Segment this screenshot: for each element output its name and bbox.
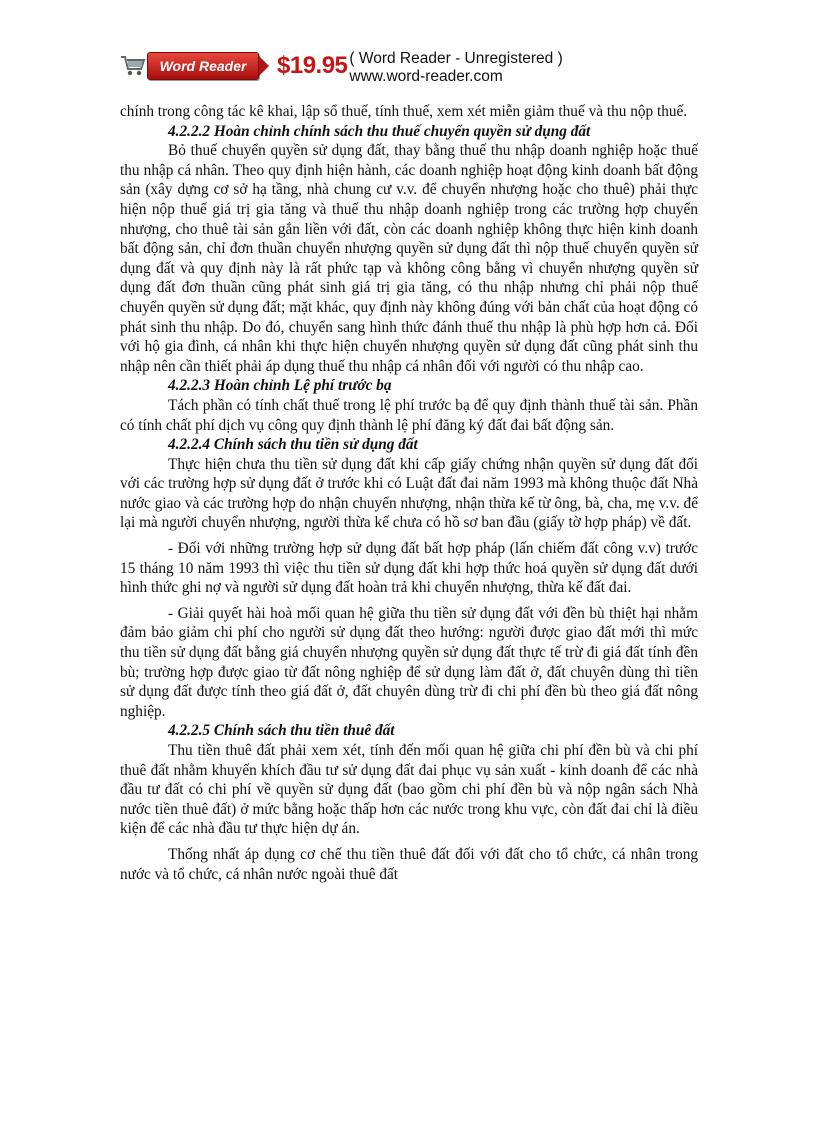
word-reader-banner (120, 50, 563, 90)
word-reader-logo[interactable]: Word Reader (147, 52, 259, 80)
paragraph-land-rent: Thu tiền thuê đất phải xem xét, tính đến mối quan hệ giữa chi phí đền bù và chi phí thuê đất nhằm khuyến khích đầu tư sử dụng đất đai phục vụ sản xuất - kinh doanh để các nhà đầu tư đất có chi phí về quyền sử dụng đất (bao gồm chi phí đền bù và nộp ngân sách Nhà nước tiền thuê đất) ở mức bằng hoặc thấp hơn các nước trong khu vực, còn đất đai chỉ là điều kiện để các nhà đầu tư thực hiện dự án. (120, 742, 698, 838)
paragraph-continuation: chính trong công tác kê khai, lập sổ thuế, tính thuế, xem xét miễn giảm thuế và thu nộp thuế. (120, 103, 688, 120)
logo-arrow (259, 56, 269, 76)
website-url[interactable]: www.word-reader.com (349, 68, 503, 85)
price-label[interactable]: $19.95 (277, 52, 348, 79)
section-heading-4-2-2-2: 4.2.2.2 Hoàn chỉnh chính sách thu thuế chuyển quyền sử dụng đất (168, 122, 591, 140)
section-heading-4-2-2-5: 4.2.2.5 Chính sách thu tiền thuê đất (168, 722, 395, 740)
paragraph-transfer-tax: Bỏ thuế chuyển quyền sử dụng đất, thay bằng thuế thu nhập doanh nghiệp hoặc thuế thu nhập cá nhân. Theo quy định hiện hành, các doanh nghiệp hoạt động kinh doanh bất động sản (xây dựng cơ sở hạ tầng, nhà chung cư v.v. để chuyển nhượng hoặc cho thuê) phải thực hiện nộp thuế giá trị gia tăng và thuế thu nhập doanh nghiệp trong các trường hợp chuyển nhượng, cho thuê tài sản gắn liền với đất, còn các doanh nghiệp không thực hiện kinh doanh bất động sản, chỉ đơn thuần chuyển nhượng quyền sử dụng đất thì nộp thuế chuyển quyền sử dụng đất và quy định này là rất phức tạp và không công bằng vì chuyển nhượng quyền sử dụng đất đơn thuần cũng phát sinh giá trị gia tăng, có thu nhập nhưng chỉ phải nộp thuế chuyển quyền sử dụng đất; mặt khác, quy định này không đúng với bản chất của hoạt động có phát sinh thu nhập. Do đó, chuyển sang hình thức đánh thuế thu nhập là phù hợp hơn cả. Đối với hộ gia đình, cá nhân khi thực hiện chuyển nhượng quyền sử dụng đất cũng phát sinh thu nhập nên cần thiết phải áp dụng thuế thu nhập cá nhân đối với người có thu nhập cao. (120, 142, 698, 375)
document-body (120, 102, 698, 884)
paragraph-illegal-use: - Đối với những trường hợp sử dụng đất bất hợp pháp (lấn chiếm đất công v.v) trước 15 tháng 10 năm 1993 thì việc thu tiền sử dụng đất khi hợp thức hoá quyền sử dụng đất dưới hình thức ghi nợ và người sử dụng đất hoàn trả khi chuyển nhượng, thừa kế đất đai. (120, 540, 698, 597)
shopping-cart-icon (120, 54, 146, 78)
paragraph-compensation: - Giải quyết hài hoà mối quan hệ giữa thu tiền sử dụng đất với đền bù thiệt hại nhằm đảm bảo giảm chi phí cho người sử dụng đất theo hướng: người được giao đất mới thì mức thu tiền sử dụng đất bằng giá chuyển nhượng quyền sử dụng đất thực tế trừ đi giá đất tính đền bù; trường hợp được giao từ đất nông nghiệp để sử dụng làm đất ở, đất chuyên dùng thì tiền sử dụng đất được tính theo giá đất ở, đất chuyên dùng trừ đi chi phí đền bù theo giá đất nông nghiệp. (120, 604, 698, 720)
paragraph-unified-mechanism: Thống nhất áp dụng cơ chế thu tiền thuê đất đối với đất cho tổ chức, cá nhân trong nước và tổ chức, cá nhân nước ngoài thuê đất (120, 845, 698, 883)
paragraph-land-use-fee: Thực hiện chưa thu tiền sử dụng đất khi cấp giấy chứng nhận quyền sử dụng đất đối với các trường hợp sử dụng đất ở trước khi có Luật đất đai năm 1993 mà không thuộc đất Nhà nước giao và các trường hợp do nhận chuyển nhượng, nhận thừa kế từ ông, bà, cha, mẹ v.v. để lại mà người chuyển nhượng, người thừa kế chưa có hồ sơ ban đầu (giấy tờ hợp pháp) về đất. (120, 455, 698, 532)
unregistered-status: ( Word Reader - Unregistered ) (349, 50, 563, 67)
section-heading-4-2-2-4: 4.2.2.4 Chính sách thu tiền sử dụng đất (168, 436, 418, 454)
section-heading-4-2-2-3: 4.2.2.3 Hoàn chỉnh Lệ phí trước bạ (168, 377, 392, 395)
paragraph-registration-fee: Tách phần có tính chất thuế trong lệ phí trước bạ để quy định thành thuế tài sản. Phần có tính chất phí dịch vụ công quy định thành lệ phí đăng ký đất đai bất động sản. (120, 396, 698, 434)
registration-notice (349, 50, 562, 86)
